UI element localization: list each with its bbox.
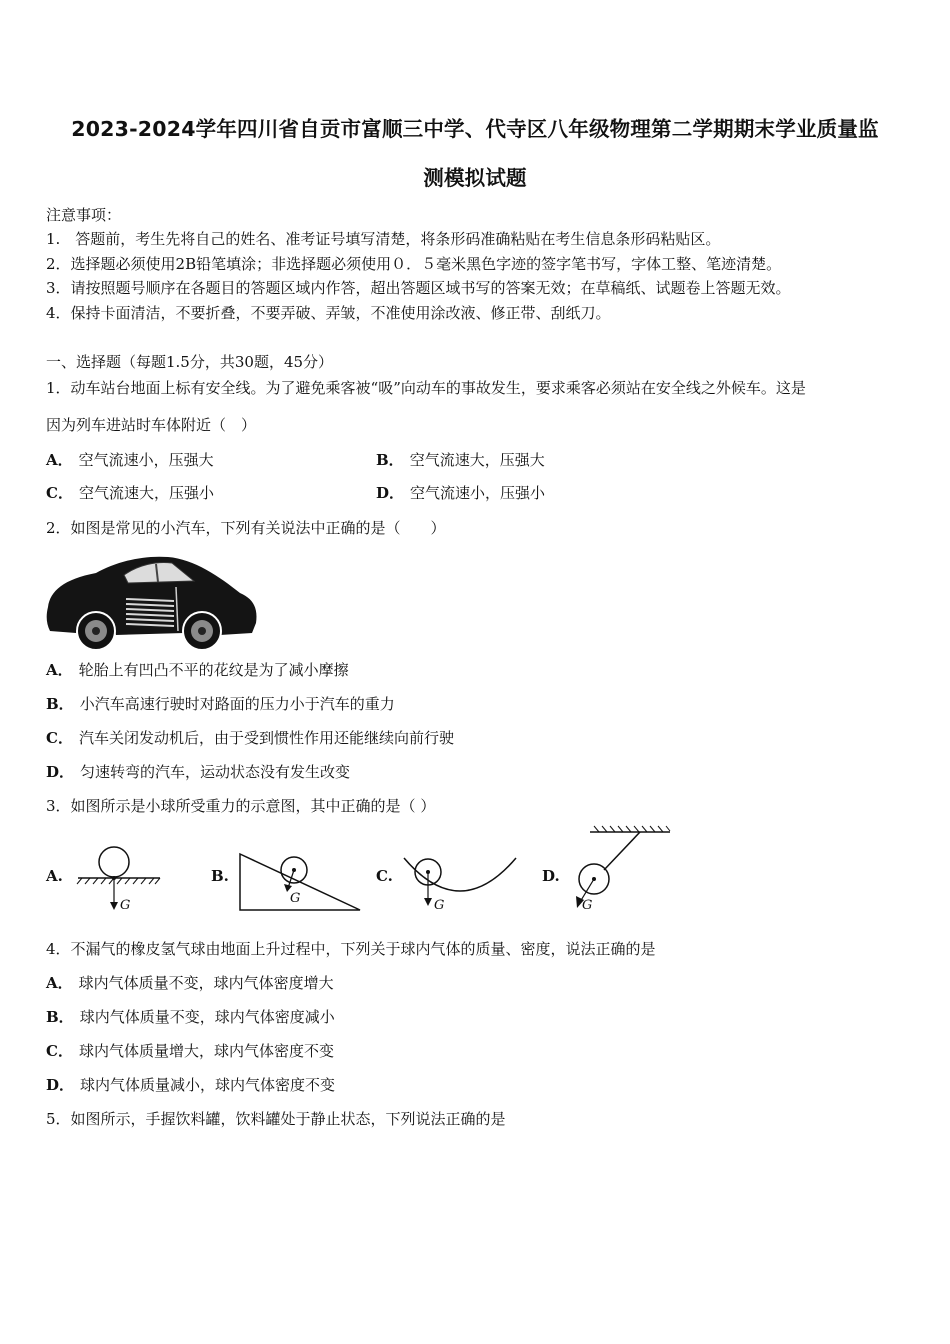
q1-option-a-label: A． (46, 451, 73, 469)
q3-fig-c-force-label: G (434, 898, 445, 913)
q1-option-b[interactable] (376, 449, 545, 470)
q3-stem: 3．如图所示是小球所受重力的示意图，其中正确的是（ ） (46, 797, 436, 815)
q2-option-a-text: 轮胎上有凹凸不平的花纹是为了减小摩擦 (78, 661, 349, 679)
car-rear-wheel (77, 612, 115, 650)
notes-heading: 注意事项： (46, 206, 122, 224)
q1-option-b-label: B． (376, 451, 404, 469)
q1-option-c-label: C． (46, 484, 73, 502)
q1-option-c-text: 空气流速大，压强小 (78, 484, 214, 502)
q2-option-c-label: C． (46, 729, 73, 747)
q4-option-c-text: 球内气体质量增大，球内气体密度不变 (78, 1042, 334, 1060)
q4-option-b-text: 球内气体质量不变，球内气体密度减小 (79, 1008, 335, 1026)
q2-option-d[interactable] (46, 761, 350, 782)
q1-option-d[interactable] (376, 482, 545, 503)
note-item-1: 1. 答题前，考生先将自己的姓名、准考证号填写清楚，将条形码准确粘贴在考生信息条形码粘贴区。 (46, 230, 721, 248)
q2-option-a-label: A． (46, 661, 73, 679)
q2-option-b-text: 小汽车高速行驶时对路面的压力小于汽车的重力 (79, 695, 395, 713)
q3-fig-b-label[interactable]: B. (211, 867, 229, 885)
q1-option-a[interactable] (46, 449, 214, 470)
q4-option-c-label: C． (46, 1042, 73, 1060)
q2-option-d-label: D． (46, 763, 75, 781)
q1-option-d-text: 空气流速小，压强小 (410, 484, 546, 502)
q2-option-c-text: 汽车关闭发动机后，由于受到惯性作用还能继续向前行驶 (78, 729, 454, 747)
q4-option-a[interactable] (46, 972, 334, 993)
exam-title-line1: 2023-2024学年四川省自贡市富顺三中学、代寺区八年级物理第二学期期末学业质量监 (71, 117, 879, 141)
note-item-4: 4．保持卡面清洁，不要折叠，不要弄破、弄皱，不准使用涂改液、修正带、刮纸刀。 (46, 304, 611, 322)
q3-fig-c (400, 852, 520, 914)
q1-stem-line1: 1．动车站台地面上标有安全线。为了避免乘客被“吸”向动车的事故发生，要求乘客必须站在安全线之外候车。这是 (46, 379, 806, 397)
q2-option-a[interactable] (46, 659, 349, 680)
q4-option-d[interactable] (46, 1074, 335, 1095)
q5-stem: 5．如图所示，手握饮料罐，饮料罐处于静止状态，下列说法正确的是 (46, 1110, 506, 1128)
q1-option-d-label: D． (376, 484, 405, 502)
q2-stem: 2．如图是常见的小汽车，下列有关说法中正确的是（ ） (46, 519, 446, 537)
q3-fig-b (236, 848, 366, 914)
section-heading: 一、选择题（每题1.5分，共30题，45分） (46, 353, 334, 371)
exam-title-line2: 测模拟试题 (423, 166, 527, 190)
q3-fig-b-force-label: G (290, 891, 301, 906)
q1-stem-line2: 因为列车进站时车体附近（ ） (46, 416, 257, 434)
q2-car-figure (44, 547, 260, 657)
q2-option-b[interactable] (46, 693, 395, 714)
q3-fig-a-label[interactable]: A. (46, 867, 63, 885)
q2-option-b-label: B． (46, 695, 74, 713)
q4-option-a-text: 球内气体质量不变，球内气体密度增大 (78, 974, 334, 992)
q4-option-a-label: A． (46, 974, 73, 992)
q4-option-d-text: 球内气体质量减小，球内气体密度不变 (80, 1076, 336, 1094)
q4-option-b-label: B． (46, 1008, 74, 1026)
q3-fig-a-force-label: G (120, 898, 131, 913)
q1-option-c[interactable] (46, 482, 214, 503)
note-item-3: 3．请按照题号顺序在各题目的答题区域内作答，超出答题区域书写的答案无效；在草稿纸、试题卷上答题无效。 (46, 279, 791, 297)
q2-option-c[interactable] (46, 727, 454, 748)
q4-option-d-label: D． (46, 1076, 75, 1094)
q3-fig-c-label[interactable]: C. (376, 867, 393, 885)
q3-fig-a (74, 840, 164, 920)
note-item-2: 2．选择题必须使用2B铅笔填涂；非选择题必须使用０．５毫米黑色字迹的签字笔书写，字体工整、笔迹清楚。 (46, 255, 782, 273)
q4-option-b[interactable] (46, 1006, 335, 1027)
q3-fig-d-label[interactable]: D. (542, 867, 560, 885)
car-front-wheel (183, 612, 221, 650)
q4-stem: 4．不漏气的橡皮氢气球由地面上升过程中，下列关于球内气体的质量、密度，说法正确的是 (46, 940, 656, 958)
q4-option-c[interactable] (46, 1040, 334, 1061)
q3-fig-d-force-label: G (582, 898, 593, 913)
q1-option-b-text: 空气流速大，压强大 (409, 451, 545, 469)
q2-option-d-text: 匀速转弯的汽车，运动状态没有发生改变 (80, 763, 351, 781)
q1-option-a-text: 空气流速小，压强大 (78, 451, 214, 469)
